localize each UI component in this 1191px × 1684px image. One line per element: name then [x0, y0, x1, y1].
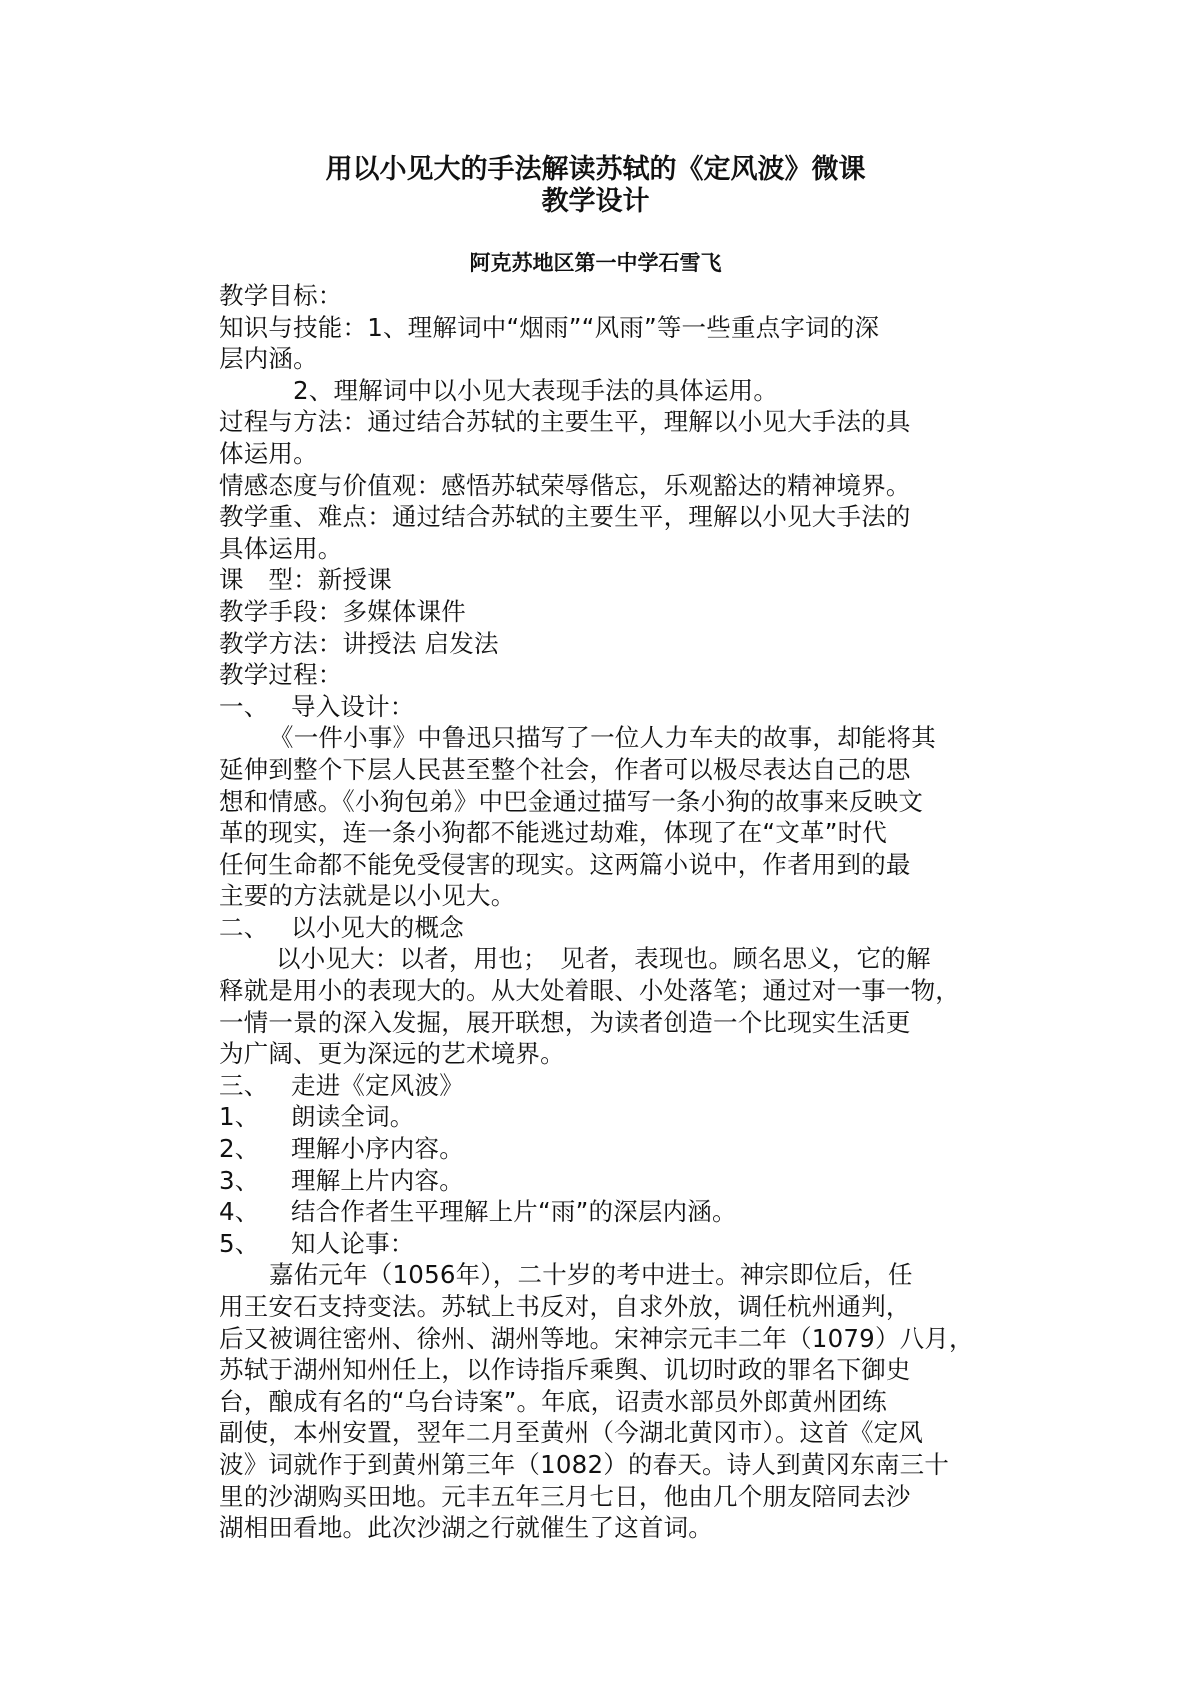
concept-paragraph-line: 释就是用小的表现大的。从大处着眼、小处落笔；通过对一事一物，	[219, 976, 960, 1006]
biography-paragraph-line: 后又被调往密州、徐州、湖州等地。宋神宗元丰二年（1079）八月，	[219, 1323, 974, 1353]
knowledge-skills-item2: 2、理解词中以小见大表现手法的具体运用。	[293, 375, 779, 405]
section-number: 三、	[219, 1070, 269, 1100]
process-heading: 教学过程：	[219, 660, 343, 690]
step-item	[219, 1196, 1009, 1228]
step-number: 4、	[219, 1197, 260, 1227]
biography-paragraph-line: 副使，本州安置，翌年二月至黄州（今湖北黄冈市）。这首《定风	[219, 1418, 924, 1448]
intro-paragraph-line: 《一件小事》中鲁迅只描写了一位人力车夫的故事，却能将其	[269, 723, 936, 753]
document-author: 阿克苏地区第一中学石雪飞	[469, 250, 722, 275]
concept-paragraph-line: 以小见大：以者，用也； 见者，表现也。顾名思义，它的解	[276, 944, 931, 974]
step-text: 朗读全词。	[291, 1102, 415, 1132]
step-text: 结合作者生平理解上片“雨”的深层内涵。	[291, 1197, 737, 1227]
biography-paragraph-line: 波》词就作于到黄州第三年（1082）的春天。诗人到黄冈东南三十	[219, 1449, 950, 1479]
step-item	[219, 1228, 1009, 1260]
biography-paragraph-line: 苏轼于湖州知州任上，以作诗指斥乘舆、讥切时政的罪名下御史	[219, 1355, 911, 1385]
step-text: 理解上片内容。	[291, 1165, 464, 1195]
step-number: 1、	[219, 1102, 260, 1132]
section-heading-3	[219, 1070, 1009, 1102]
intro-paragraph-line: 延伸到整个下层人民甚至整个社会，作者可以极尽表达自己的思	[219, 754, 911, 784]
step-text: 知人论事：	[291, 1228, 415, 1258]
document-title-line2: 教学设计	[541, 186, 650, 217]
section-title: 以小见大的概念	[291, 912, 464, 942]
section-number: 二、	[219, 912, 269, 942]
section-heading-2	[219, 912, 1009, 944]
key-points-line2: 具体运用。	[219, 533, 343, 563]
emotion-values-line: 情感态度与价值观：感悟苏轼荣辱偕忘，乐观豁达的精神境界。	[219, 470, 911, 500]
step-number: 2、	[219, 1134, 260, 1164]
intro-paragraph-line: 主要的方法就是以小见大。	[219, 881, 516, 911]
step-text: 理解小序内容。	[291, 1134, 464, 1164]
section-title: 走进《定风波》	[291, 1070, 464, 1100]
step-number: 3、	[219, 1165, 260, 1195]
intro-paragraph-line: 革的现实，连一条小狗都不能逃过劫难，体现了在“文革”时代	[219, 818, 887, 848]
objectives-heading: 教学目标：	[219, 281, 343, 310]
biography-paragraph-line: 湖相田看地。此次沙湖之行就催生了这首词。	[219, 1513, 713, 1543]
intro-paragraph-line: 任何生命都不能免受侵害的现实。这两篇小说中，作者用到的最	[219, 849, 911, 879]
process-method-line2: 体运用。	[219, 438, 318, 468]
biography-paragraph-line: 嘉佑元年（1056年），二十岁的考中进士。神宗即位后，任	[269, 1260, 913, 1290]
knowledge-skills-line2: 层内涵。	[219, 344, 318, 374]
section-number: 一、	[219, 691, 269, 721]
section-title: 导入设计：	[291, 691, 415, 721]
concept-paragraph-line: 为广阔、更为深远的艺术境界。	[219, 1039, 565, 1069]
step-item	[219, 1101, 1009, 1133]
knowledge-skills-line1: 知识与技能：1、理解词中“烟雨”“风雨”等一些重点字词的深	[219, 312, 880, 342]
biography-paragraph-line: 里的沙湖购买田地。元丰五年三月七日，他由几个朋友陪同去沙	[219, 1481, 911, 1511]
step-item	[219, 1165, 1009, 1197]
teaching-means: 教学手段：多媒体课件	[219, 596, 466, 626]
process-method-line1: 过程与方法：通过结合苏轼的主要生平，理解以小见大手法的具	[219, 407, 911, 437]
intro-paragraph-line: 想和情感。《小狗包弟》中巴金通过描写一条小狗的故事来反映文	[219, 786, 924, 816]
lesson-type: 课 型：新授课	[219, 565, 392, 595]
concept-paragraph-line: 一情一景的深入发掘，展开联想，为读者创造一个比现实生活更	[219, 1007, 911, 1037]
step-number: 5、	[219, 1228, 260, 1258]
key-points-line1: 教学重、难点：通过结合苏轼的主要生平，理解以小见大手法的	[219, 502, 911, 532]
biography-paragraph-line: 用王安石支持变法。苏轼上书反对，自求外放，调任杭州通判，	[219, 1292, 911, 1321]
document-body	[219, 280, 1009, 1544]
section-heading-1	[219, 691, 1009, 723]
teaching-methods: 教学方法：讲授法 启发法	[219, 628, 499, 658]
document-title-line1: 用以小见大的手法解读苏轼的《定风波》微课	[325, 154, 866, 185]
step-item	[219, 1133, 1009, 1165]
biography-paragraph-line: 台，酿成有名的“乌台诗案”。年底，诏责水部员外郎黄州团练	[219, 1386, 887, 1416]
